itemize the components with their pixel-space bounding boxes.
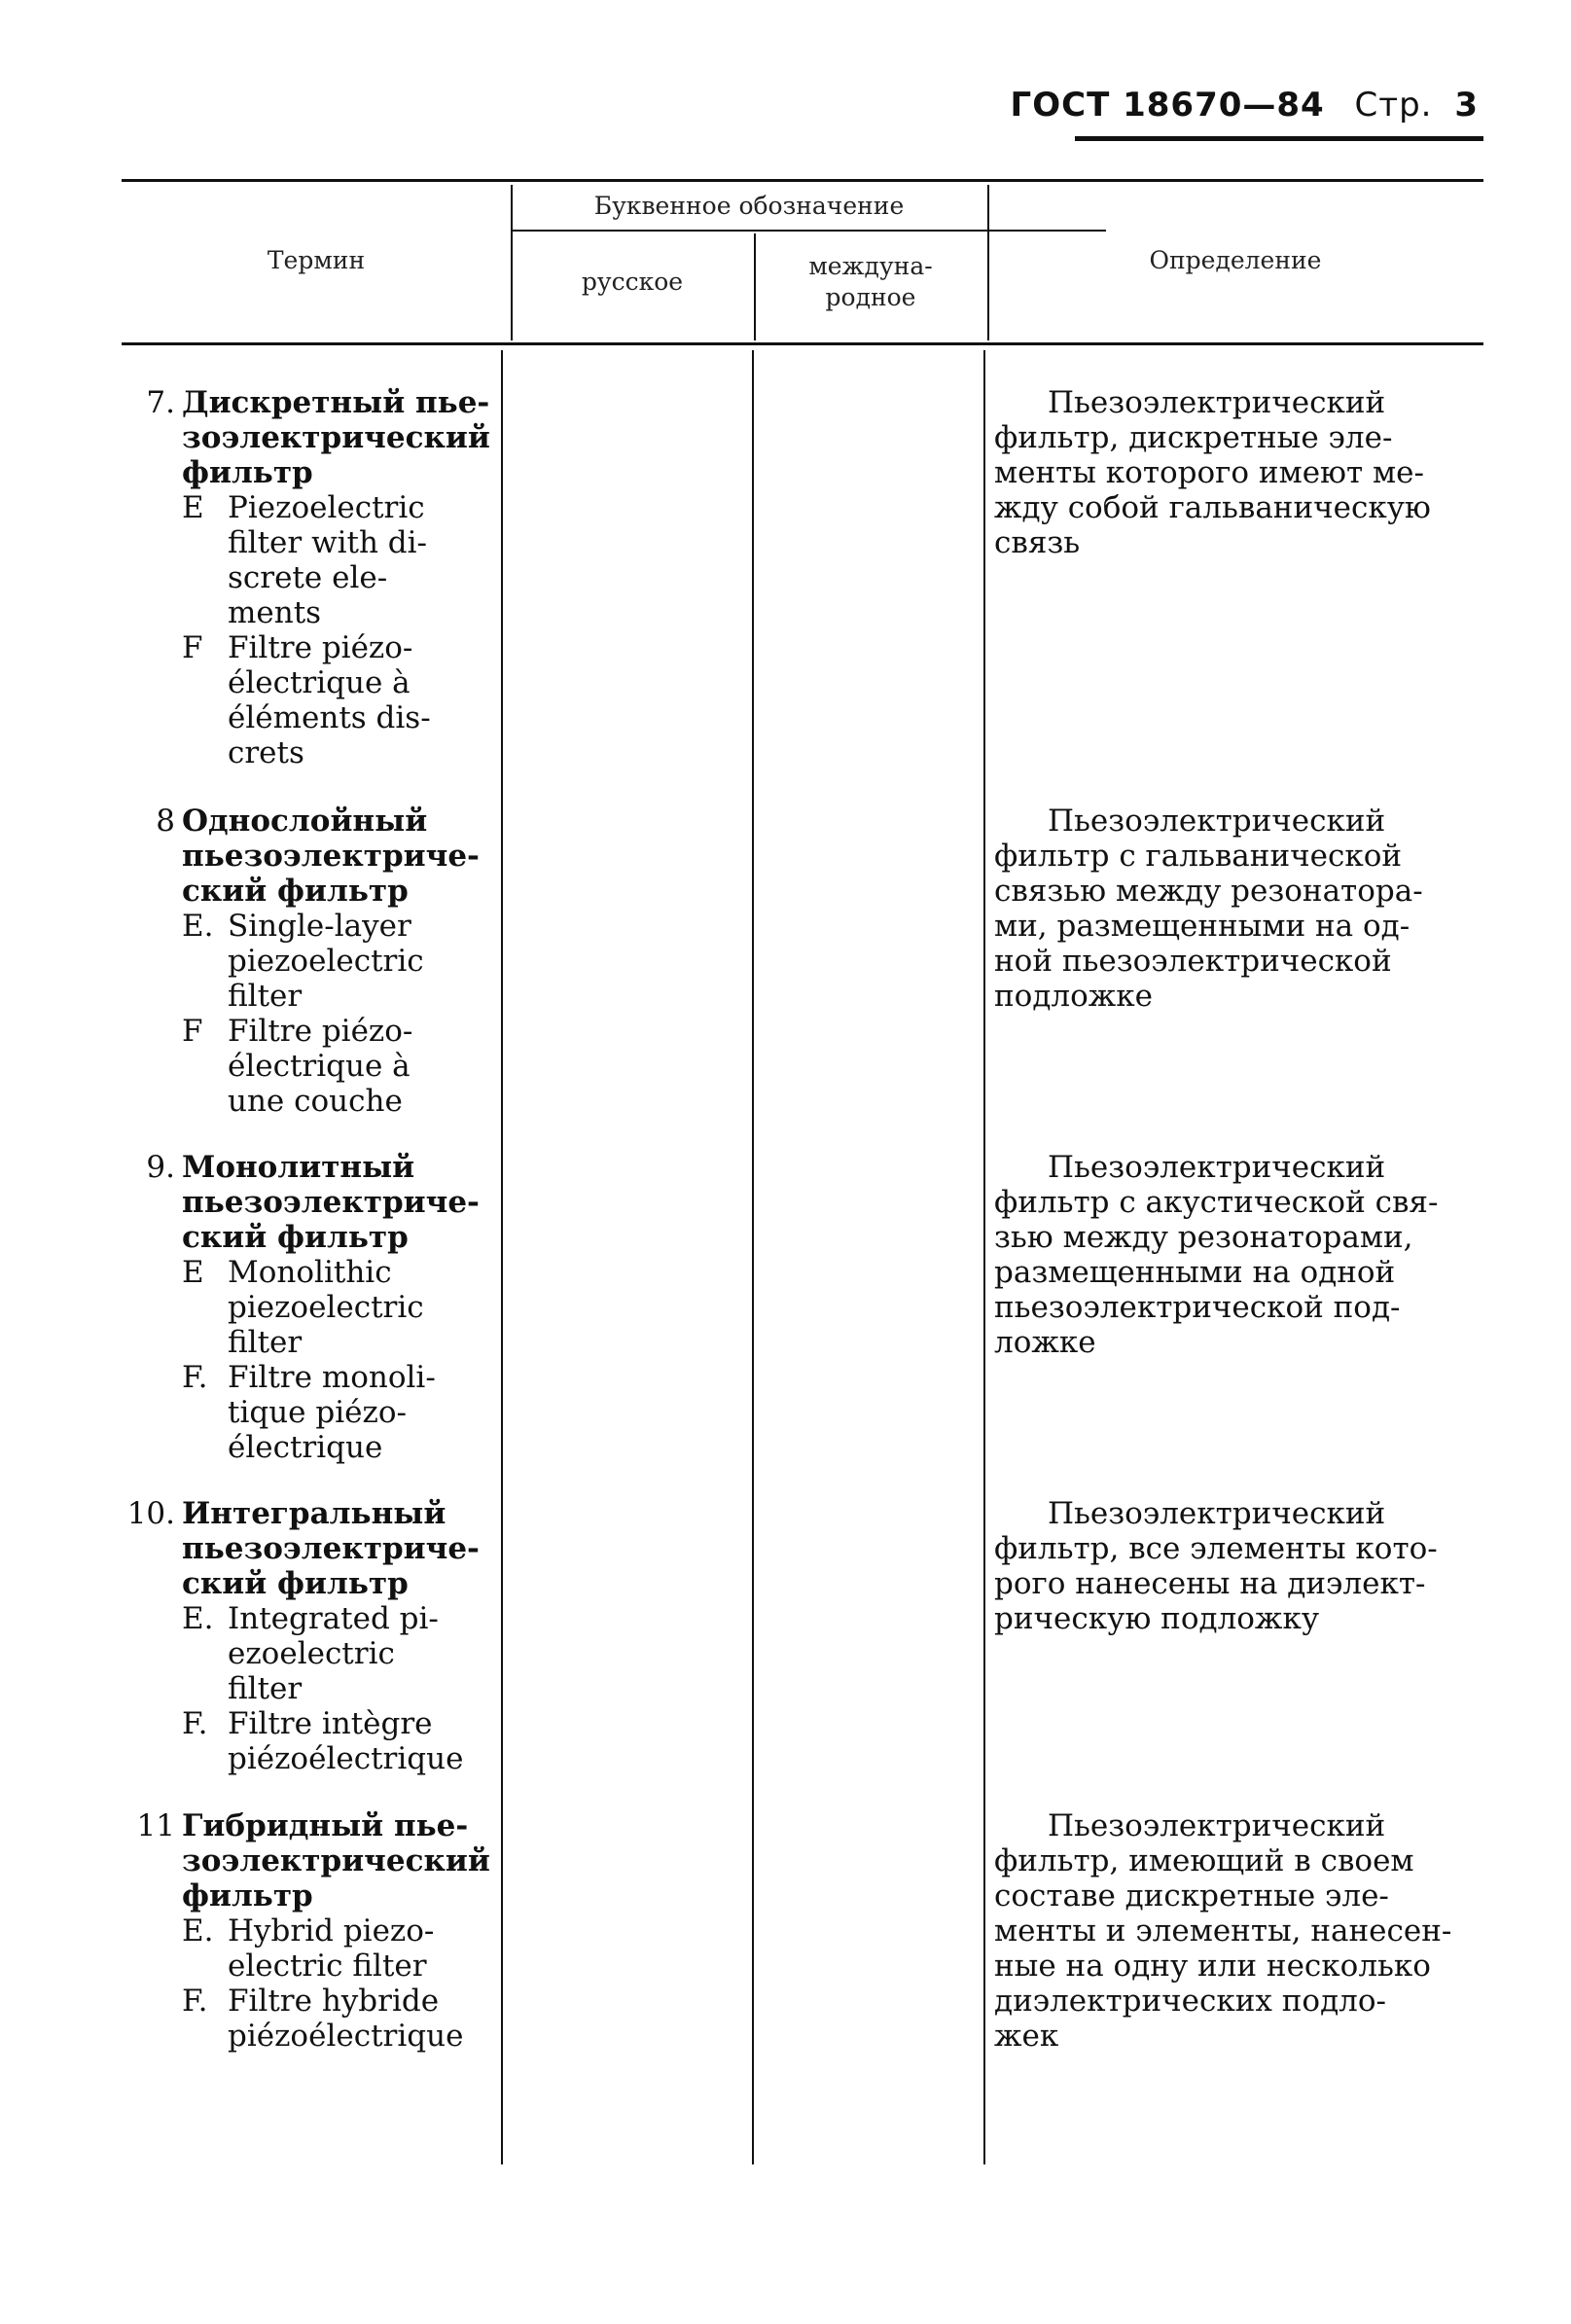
- definition-line: менты и элементы, нанесен-: [994, 1913, 1452, 1949]
- term-line: ezoelectric: [228, 1636, 395, 1671]
- definition-line: Пьезоэлектрический: [1048, 1808, 1386, 1843]
- term-line: Monolithic: [228, 1255, 392, 1290]
- definition-line: фильтр с акустической свя-: [994, 1185, 1439, 1220]
- lang-label: E: [182, 490, 204, 525]
- definition-line: Пьезоэлектрический: [1048, 1496, 1386, 1531]
- term-number: 7.: [146, 385, 175, 420]
- lang-label: F.: [182, 1984, 208, 2019]
- definition-line: Пьезоэлектрический: [1048, 385, 1386, 420]
- definition-line: ные на одну или несколько: [994, 1949, 1431, 1984]
- lang-label: F: [182, 1014, 203, 1049]
- term-line: Filtre intègre: [228, 1706, 433, 1741]
- page-number: 3: [1454, 86, 1479, 125]
- term-line: piezoelectric: [228, 1290, 424, 1325]
- term-line: électrique à: [228, 665, 411, 700]
- definition-line: ной пьезоэлектрической: [994, 944, 1392, 979]
- term-number: 10.: [126, 1496, 175, 1531]
- header-term: Термин: [267, 246, 366, 274]
- definition-line: пьезоэлектрической под-: [994, 1290, 1401, 1325]
- page-label: Стр.: [1354, 86, 1433, 125]
- definition-line: жек: [994, 2019, 1059, 2054]
- definition-cell: [994, 1496, 1481, 1636]
- term-english: [182, 1913, 493, 1984]
- term-line: electric filter: [228, 1949, 427, 1984]
- lang-label: F.: [182, 1360, 208, 1395]
- definition-line: рого нанесены на диэлект-: [994, 1566, 1426, 1601]
- definition-line: Пьезоэлектрический: [1048, 1150, 1386, 1185]
- term-line: une couche: [228, 1084, 403, 1119]
- header-international-line: междуна-: [808, 252, 933, 280]
- definition-cell: [994, 385, 1481, 560]
- term-russian: [182, 1150, 493, 1255]
- lang-label: E.: [182, 1913, 214, 1949]
- term-line: Filtre piézo-: [228, 630, 413, 665]
- term-line: Filtre monoli-: [228, 1360, 436, 1395]
- body-divider-russian: [752, 350, 754, 2164]
- term-line: ments: [228, 595, 322, 630]
- definition-line: фильтр, все элементы кото-: [994, 1531, 1438, 1566]
- term-number: 8: [156, 804, 175, 839]
- term-line: Hybrid piezo-: [228, 1913, 435, 1949]
- body-divider-term: [501, 350, 503, 2164]
- term-cell: [182, 1496, 493, 1776]
- definition-cell: [994, 1150, 1481, 1360]
- term-line: filter: [228, 1325, 303, 1360]
- definition-line: фильтр, дискретные эле-: [994, 420, 1393, 455]
- term-line: Интегральный: [182, 1496, 446, 1531]
- definition-cell: [994, 1808, 1481, 2054]
- term-line: Piezoelectric: [228, 490, 425, 525]
- term-line: пьезоэлектриче-: [182, 839, 480, 874]
- body-divider-definition: [983, 350, 985, 2164]
- term-line: ский фильтр: [182, 1566, 409, 1601]
- definition-line: подложке: [994, 979, 1154, 1014]
- term-russian: [182, 804, 493, 909]
- term-russian: [182, 385, 493, 490]
- term-line: Монолитный: [182, 1150, 415, 1185]
- term-line: éléments dis-: [228, 700, 431, 735]
- definition-cell: [994, 804, 1481, 1014]
- term-line: filter: [228, 979, 303, 1014]
- term-line: électrique à: [228, 1049, 411, 1084]
- definition-line: связью между резонатора-: [994, 874, 1423, 909]
- term-french: [182, 1360, 493, 1465]
- term-cell: [182, 804, 493, 1119]
- definition-line: составе дискретные эле-: [994, 1878, 1389, 1913]
- term-line: piezoelectric: [228, 944, 424, 979]
- term-line: tique piézo-: [228, 1395, 407, 1430]
- definition-line: диэлектрических подло-: [994, 1984, 1386, 2019]
- term-line: фильтр: [182, 455, 313, 490]
- term-cell: [182, 1150, 493, 1465]
- term-russian: [182, 1808, 493, 1913]
- term-line: пьезоэлектриче-: [182, 1531, 480, 1566]
- lang-label: E: [182, 1255, 204, 1290]
- term-line: фильтр: [182, 1878, 313, 1913]
- term-line: Integrated pi-: [228, 1601, 439, 1636]
- term-line: пьезоэлектриче-: [182, 1185, 480, 1220]
- term-cell: [182, 1808, 493, 2054]
- definition-line: ложке: [994, 1325, 1096, 1360]
- term-english: [182, 909, 493, 1014]
- table-header-rule: [122, 342, 1483, 345]
- term-line: Single-layer: [228, 909, 411, 944]
- term-line: ский фильтр: [182, 874, 409, 909]
- term-line: screte ele-: [228, 560, 388, 595]
- term-number: 9.: [146, 1150, 175, 1185]
- table-top-rule: [122, 179, 1483, 182]
- lang-label: E.: [182, 909, 214, 944]
- term-line: piézoélectrique: [228, 1741, 464, 1776]
- term-line: Filtre hybride: [228, 1984, 440, 2019]
- header-rule: [1075, 136, 1483, 141]
- term-line: Дискретный пье-: [182, 385, 490, 420]
- definition-line: связь: [994, 525, 1081, 560]
- definition-line: размещенными на одной: [994, 1255, 1396, 1290]
- term-line: зоэлектрический: [182, 420, 490, 455]
- term-line: crets: [228, 735, 304, 770]
- term-french: [182, 1014, 493, 1119]
- term-line: Filtre piézo-: [228, 1014, 413, 1049]
- definition-line: ми, размещенными на од-: [994, 909, 1410, 944]
- lang-label: F: [182, 630, 203, 665]
- definition-line: жду собой гальваническую: [994, 490, 1431, 525]
- definition-line: фильтр с гальванической: [994, 839, 1403, 874]
- term-line: Гибридный пье-: [182, 1808, 469, 1843]
- term-french: [182, 630, 493, 770]
- header-letter-designation: Буквенное обозначение: [593, 192, 905, 220]
- running-head: [1011, 86, 1479, 125]
- term-line: électrique: [228, 1430, 383, 1465]
- term-line: ский фильтр: [182, 1220, 409, 1255]
- definition-line: рическую подложку: [994, 1601, 1320, 1636]
- header-international-line: родное: [825, 283, 916, 311]
- term-english: [182, 1601, 493, 1706]
- term-number: 11: [136, 1808, 175, 1843]
- term-line: Однослойный: [182, 804, 428, 839]
- header-international: [754, 251, 987, 313]
- lang-label: F.: [182, 1706, 208, 1741]
- lang-label: E.: [182, 1601, 214, 1636]
- term-cell: [182, 385, 493, 770]
- term-line: filter: [228, 1671, 303, 1706]
- terms-table: [122, 179, 1483, 2163]
- term-french: [182, 1706, 493, 1776]
- header-russian: русское: [581, 268, 684, 296]
- term-french: [182, 1984, 493, 2054]
- term-line: filter with di-: [228, 525, 428, 560]
- standard-designation: ГОСТ 18670—84: [1010, 86, 1325, 125]
- definition-line: фильтр, имеющий в своем: [994, 1843, 1414, 1878]
- term-line: зоэлектрический: [182, 1843, 490, 1878]
- definition-line: менты которого имеют ме-: [994, 455, 1424, 490]
- letter-subheader-rule: [511, 230, 1106, 232]
- header-definition: Определение: [1149, 246, 1322, 274]
- definition-line: Пьезоэлектрический: [1048, 804, 1386, 839]
- term-russian: [182, 1496, 493, 1601]
- term-line: piézoélectrique: [228, 2019, 464, 2054]
- term-english: [182, 1255, 493, 1360]
- term-english: [182, 490, 493, 630]
- definition-line: зью между резонаторами,: [994, 1220, 1413, 1255]
